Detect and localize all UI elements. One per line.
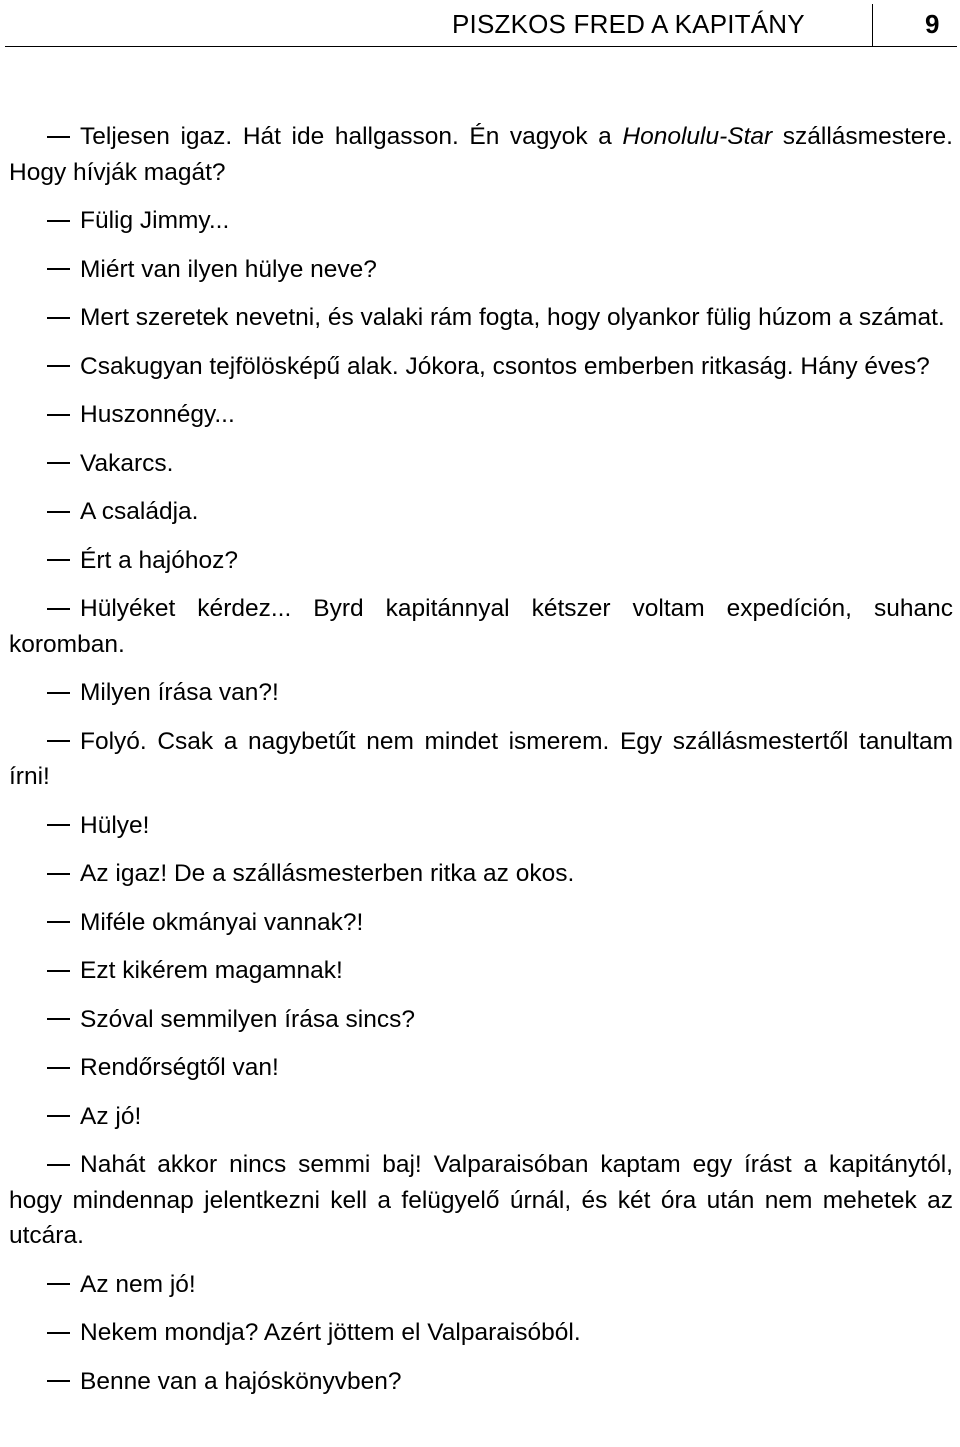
dialogue-line	[9, 808, 953, 844]
dialogue-text: Folyó. Csak a nagybetűt nem mindet ismerem. Egy szállásmestertől tanultam írni!	[9, 727, 953, 790]
page-header	[0, 0, 960, 48]
dialogue-text: Szóval semmilyen írása sincs?	[80, 1005, 415, 1033]
header-divider	[872, 4, 873, 46]
dialogue-dash	[47, 921, 70, 923]
dialogue-text: Benne van a hajóskönyvben?	[80, 1367, 402, 1395]
dialogue-dash	[47, 317, 70, 319]
dialogue-text: Csakugyan tejfölösképű alak. Jókora, csontos emberben ritkaság. Hány éves?	[80, 352, 930, 380]
dialogue-dash	[47, 1164, 70, 1166]
dialogue-dash	[47, 220, 70, 222]
dialogue-dash	[47, 1332, 70, 1334]
dialogue-text: Miért van ilyen hülye neve?	[80, 255, 377, 283]
dialogue-line	[9, 1099, 953, 1135]
dialogue-line	[9, 119, 953, 190]
dialogue-line	[9, 446, 953, 482]
dialogue-line	[9, 905, 953, 941]
dialogue-text: Hülyéket kérdez... Byrd kapitánnyal kétszer voltam expedíción, suhanc koromban.	[9, 595, 953, 658]
dialogue-text: Az jó!	[80, 1102, 142, 1130]
dialogue-line	[9, 675, 953, 711]
dialogue-text: Miféle okmányai vannak?!	[80, 908, 364, 936]
header-rule	[5, 46, 957, 47]
dialogue-dash	[47, 824, 70, 826]
dialogue-dash	[47, 873, 70, 875]
dialogue-text: Huszonnégy...	[80, 401, 235, 428]
dialogue-text: Milyen írása van?!	[80, 679, 279, 706]
dialogue-line	[9, 543, 953, 579]
dialogue-text: Az igaz! De a szállásmesterben ritka az okos.	[80, 860, 575, 887]
dialogue-line	[9, 203, 953, 239]
dialogue-dash	[47, 1018, 70, 1020]
dialogue-line	[9, 1315, 953, 1351]
dialogue-text: Hülye!	[80, 811, 150, 839]
dialogue-line	[9, 1050, 953, 1086]
dialogue-text: Mert szeretek nevetni, és valaki rám fogta, hogy olyankor fülig húzom a számat.	[80, 304, 945, 331]
dialogue-line	[9, 1147, 953, 1254]
dialogue-text: Az nem jó!	[80, 1270, 196, 1298]
dialogue-line	[9, 724, 953, 795]
dialogue-text: szállásmestere. Hogy hívják magát?	[9, 123, 953, 186]
dialogue-dash	[47, 692, 70, 694]
dialogue-dash	[47, 1067, 70, 1069]
dialogue-dash	[47, 365, 70, 367]
dialogue-line	[9, 252, 953, 288]
dialogue-text: Vakarcs.	[80, 449, 174, 477]
dialogue-dash	[47, 1380, 70, 1382]
dialogue-line	[9, 856, 953, 892]
dialogue-dash	[47, 559, 70, 561]
dialogue-dash	[47, 414, 70, 416]
dialogue-text: Ért a hajóhoz?	[80, 546, 238, 574]
page-number: 9	[925, 9, 940, 39]
dialogue-text: Fülig Jimmy...	[80, 207, 230, 234]
italic-ship-name: Honolulu-Star	[622, 123, 773, 150]
dialogue-dash	[47, 136, 70, 138]
dialogue-line	[9, 953, 953, 989]
dialogue-line	[9, 300, 953, 336]
dialogue-dash	[47, 1115, 70, 1117]
dialogue-text: Teljesen igaz. Hát ide hallgasson. Én vagyok a	[80, 123, 623, 150]
dialogue-line	[9, 1267, 953, 1303]
dialogue-body	[9, 119, 953, 1412]
dialogue-line	[9, 349, 953, 385]
dialogue-dash	[47, 268, 70, 270]
dialogue-text: A családja.	[80, 498, 199, 525]
dialogue-dash	[47, 1283, 70, 1285]
dialogue-dash	[47, 970, 70, 972]
dialogue-text: Nahát akkor nincs semmi baj! Valparaisóban kaptam egy írást a kapitánytól, hogy mindennap jelentkezni kell a felügyelő úrnál, és két óra után nem mehetek az utcára.	[9, 1151, 953, 1249]
dialogue-dash	[47, 462, 70, 464]
dialogue-line	[9, 591, 953, 662]
dialogue-line	[9, 397, 953, 433]
dialogue-text: Rendőrségtől van!	[80, 1054, 279, 1081]
running-header-title: PISZKOS FRED A KAPITÁNY	[452, 9, 805, 39]
dialogue-line	[9, 1364, 953, 1400]
dialogue-dash	[47, 608, 70, 610]
dialogue-text: Nekem mondja? Azért jöttem el Valparaisóból.	[80, 1319, 581, 1346]
dialogue-dash	[47, 740, 70, 742]
dialogue-dash	[47, 511, 70, 513]
dialogue-line	[9, 1002, 953, 1038]
dialogue-text: Ezt kikérem magamnak!	[80, 957, 343, 984]
dialogue-line	[9, 494, 953, 530]
